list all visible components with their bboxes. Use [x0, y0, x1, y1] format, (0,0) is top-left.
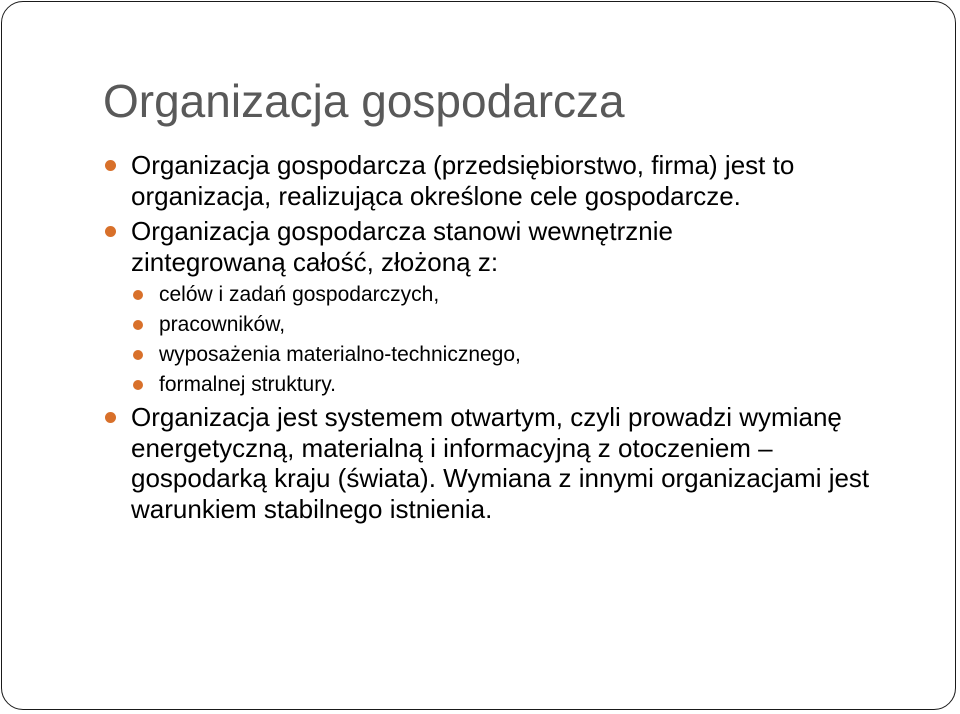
sub-bullet-icon	[133, 380, 143, 390]
bullet-item-2	[105, 216, 905, 277]
bullet-icon	[105, 160, 116, 171]
slide-content	[105, 150, 905, 524]
bullet-item-3	[105, 402, 905, 524]
sub-bullet-icon	[133, 320, 143, 330]
sub-bullet-item-2	[105, 312, 905, 337]
bullet-text: Organizacja jest systemem otwartym, czyli prowadzi wymianę energetyczną, materialną i informacyjną z otoczeniem – gospodarką kraju (świata). Wymiana z innymi organizacjami jest warunkiem stabilnego istnienia.	[131, 402, 870, 524]
sub-bullet-item-3	[105, 342, 905, 367]
sub-bullet-icon	[133, 350, 143, 360]
sub-bullet-text: formalnej struktury.	[159, 373, 336, 396]
sub-bullet-item-4	[105, 372, 905, 397]
bullet-icon	[105, 226, 116, 237]
sub-bullet-text: wyposażenia materialno-technicznego,	[159, 343, 521, 366]
bullet-text: Organizacja gospodarcza stanowi wewnętrznie zintegrowaną całość, złożoną z:	[131, 216, 673, 277]
bullet-icon	[105, 412, 116, 423]
sub-bullet-text: pracowników,	[159, 313, 286, 336]
sub-bullet-text: celów i zadań gospodarczych,	[159, 283, 440, 306]
sub-bullet-icon	[133, 290, 143, 300]
sub-bullet-item-1	[105, 282, 905, 307]
bullet-text: Organizacja gospodarcza (przedsiębiorstwo, firma) jest to organizacja, realizująca określone cele gospodarcze.	[131, 150, 795, 211]
bullet-item-1	[105, 150, 905, 211]
slide-title: Organizacja gospodarcza	[103, 75, 625, 127]
